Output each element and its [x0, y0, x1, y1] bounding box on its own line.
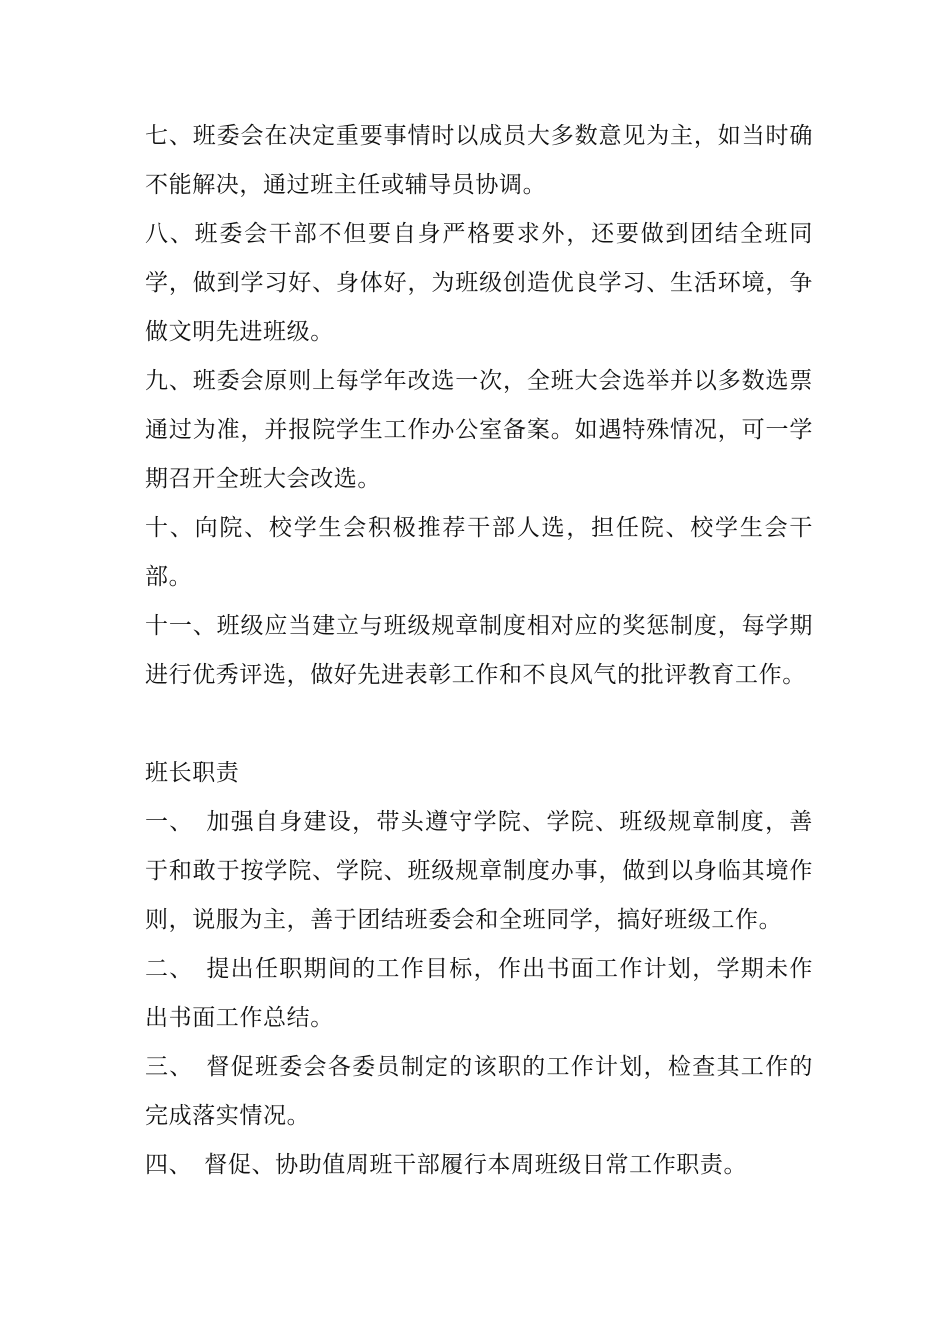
- document-body: [145, 112, 813, 1190]
- duty-three: 三、 督促班委会各委员制定的该职的工作计划，检查其工作的完成落实情况。: [145, 1054, 813, 1129]
- duty-four: 四、 督促、协助值周班干部履行本周班级日常工作职责。: [145, 1152, 748, 1178]
- clause-ten: 十、向院、校学生会积极推荐干部人选，担任院、校学生会干部。: [145, 515, 813, 590]
- clause-nine: 九、班委会原则上每学年改选一次，全班大会选举并以多数选票通过为准，并报院学生工作办公室备案。如遇特殊情况，可一学期召开全班大会改选。: [145, 368, 813, 492]
- duty-two: 二、 提出任职期间的工作目标，作出书面工作计划，学期未作出书面工作总结。: [145, 956, 813, 1031]
- clause-eight: 八、班委会干部不但要自身严格要求外，还要做到团结全班同学，做到学习好、身体好，为班级创造优良学习、生活环境，争做文明先进班级。: [145, 221, 813, 345]
- clause-eleven: 十一、班级应当建立与班级规章制度相对应的奖惩制度，每学期进行优秀评选，做好先进表彰工作和不良风气的批评教育工作。: [145, 613, 813, 688]
- section-title: 班长职责: [145, 760, 240, 786]
- clause-seven: 七、班委会在决定重要事情时以成员大多数意见为主，如当时确不能解决，通过班主任或辅导员协调。: [145, 123, 813, 198]
- duty-one: 一、 加强自身建设，带头遵守学院、学院、班级规章制度，善于和敢于按学院、学院、班级规章制度办事，做到以身临其境作则，说服为主，善于团结班委会和全班同学，搞好班级工作。: [145, 809, 813, 933]
